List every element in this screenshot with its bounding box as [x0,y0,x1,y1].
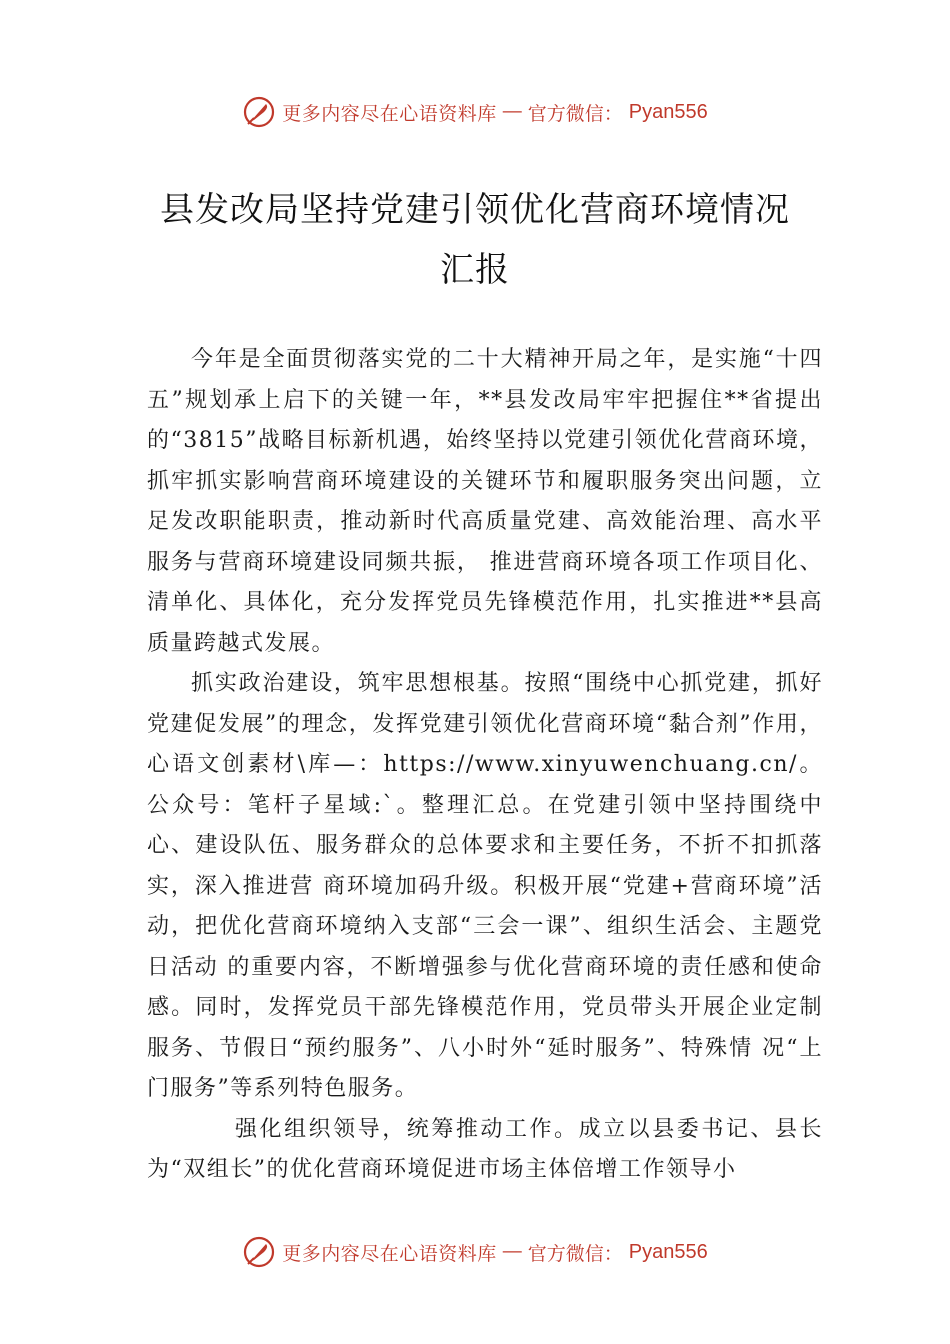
watermark-dash: — [502,1241,522,1262]
watermark-main-text: 更多内容尽在心语资料库 [282,102,497,125]
paragraph-1: 今年是全面贯彻落实党的二十大精神开局之年，是实施“十四五”规划承上启下的关键一年，**县发改局牢牢把握住**省提出的“3815”战略目标新机遇，始终坚持以党建引领优化营商环境，抓牢抓实影响营商环境建设的关键环节和履职服务突出问题，立足发改职能职责，推动新时代高质量党建、高效能治理、高水平服务与营商环境建设同频共振， 推进营商环境各项工作项目化、清单化、具体化，充分发挥党员先锋模范作用，扎实推进**县高质量跨越式发展。 [147,347,823,656]
watermark-wechat-label: 官方微信： [527,1242,623,1265]
watermark-main-text: 更多内容尽在心语资料库 [282,1242,497,1265]
paragraph-3: 强化组织领导，统筹推动工作。成立以县委书记、县长为“双组长”的优化营商环境促进市场主体倍增工作领导小 [147,1116,823,1182]
paragraph-2: 抓实政治建设，筑牢思想根基。按照“围绕中心抓党建，抓好党建促发展”的理念，发挥党建引领优化营商环境“黏合剂”作用，心语文创素材\库—：https://www.xinyuwenchuang.cn/。公众号：笔杆子星域:`。整理汇总。在党建引领中坚持围绕中心、建设队伍、服务群众的总体要求和主要任务，不折不扣抓落实，深入推进营 商环境加码升级。积极开展“党建+营商环境”活动，把优化营商环境纳入支部“三会一课”、组织生活会、主题党日活动 的重要内容，不断增强参与优化营商环境的责任感和使命感。同时，发挥党员干部先锋模范作用，党员带头开展企业定制 服务、节假日“预约服务”、八小时外“延时服务”、特殊情 况“上门服务”等系列特色服务。 [147,671,823,1101]
watermark-wechat-label: 官方微信： [527,102,623,125]
watermark-wechat-id: Pyan556 [628,1240,708,1263]
title-line-2: 汇报 [440,250,510,290]
title-line-1: 县发改局坚持党建引领优化营商环境情况 [160,190,790,230]
watermark-dash: — [502,101,522,122]
document-title [120,180,830,300]
watermark-wechat-id: Pyan556 [628,100,708,123]
document-body [147,340,823,1191]
feather-pen-logo-icon [242,95,276,129]
feather-pen-logo-icon [242,1235,276,1269]
footer-watermark [0,1235,950,1269]
header-watermark [0,95,950,129]
